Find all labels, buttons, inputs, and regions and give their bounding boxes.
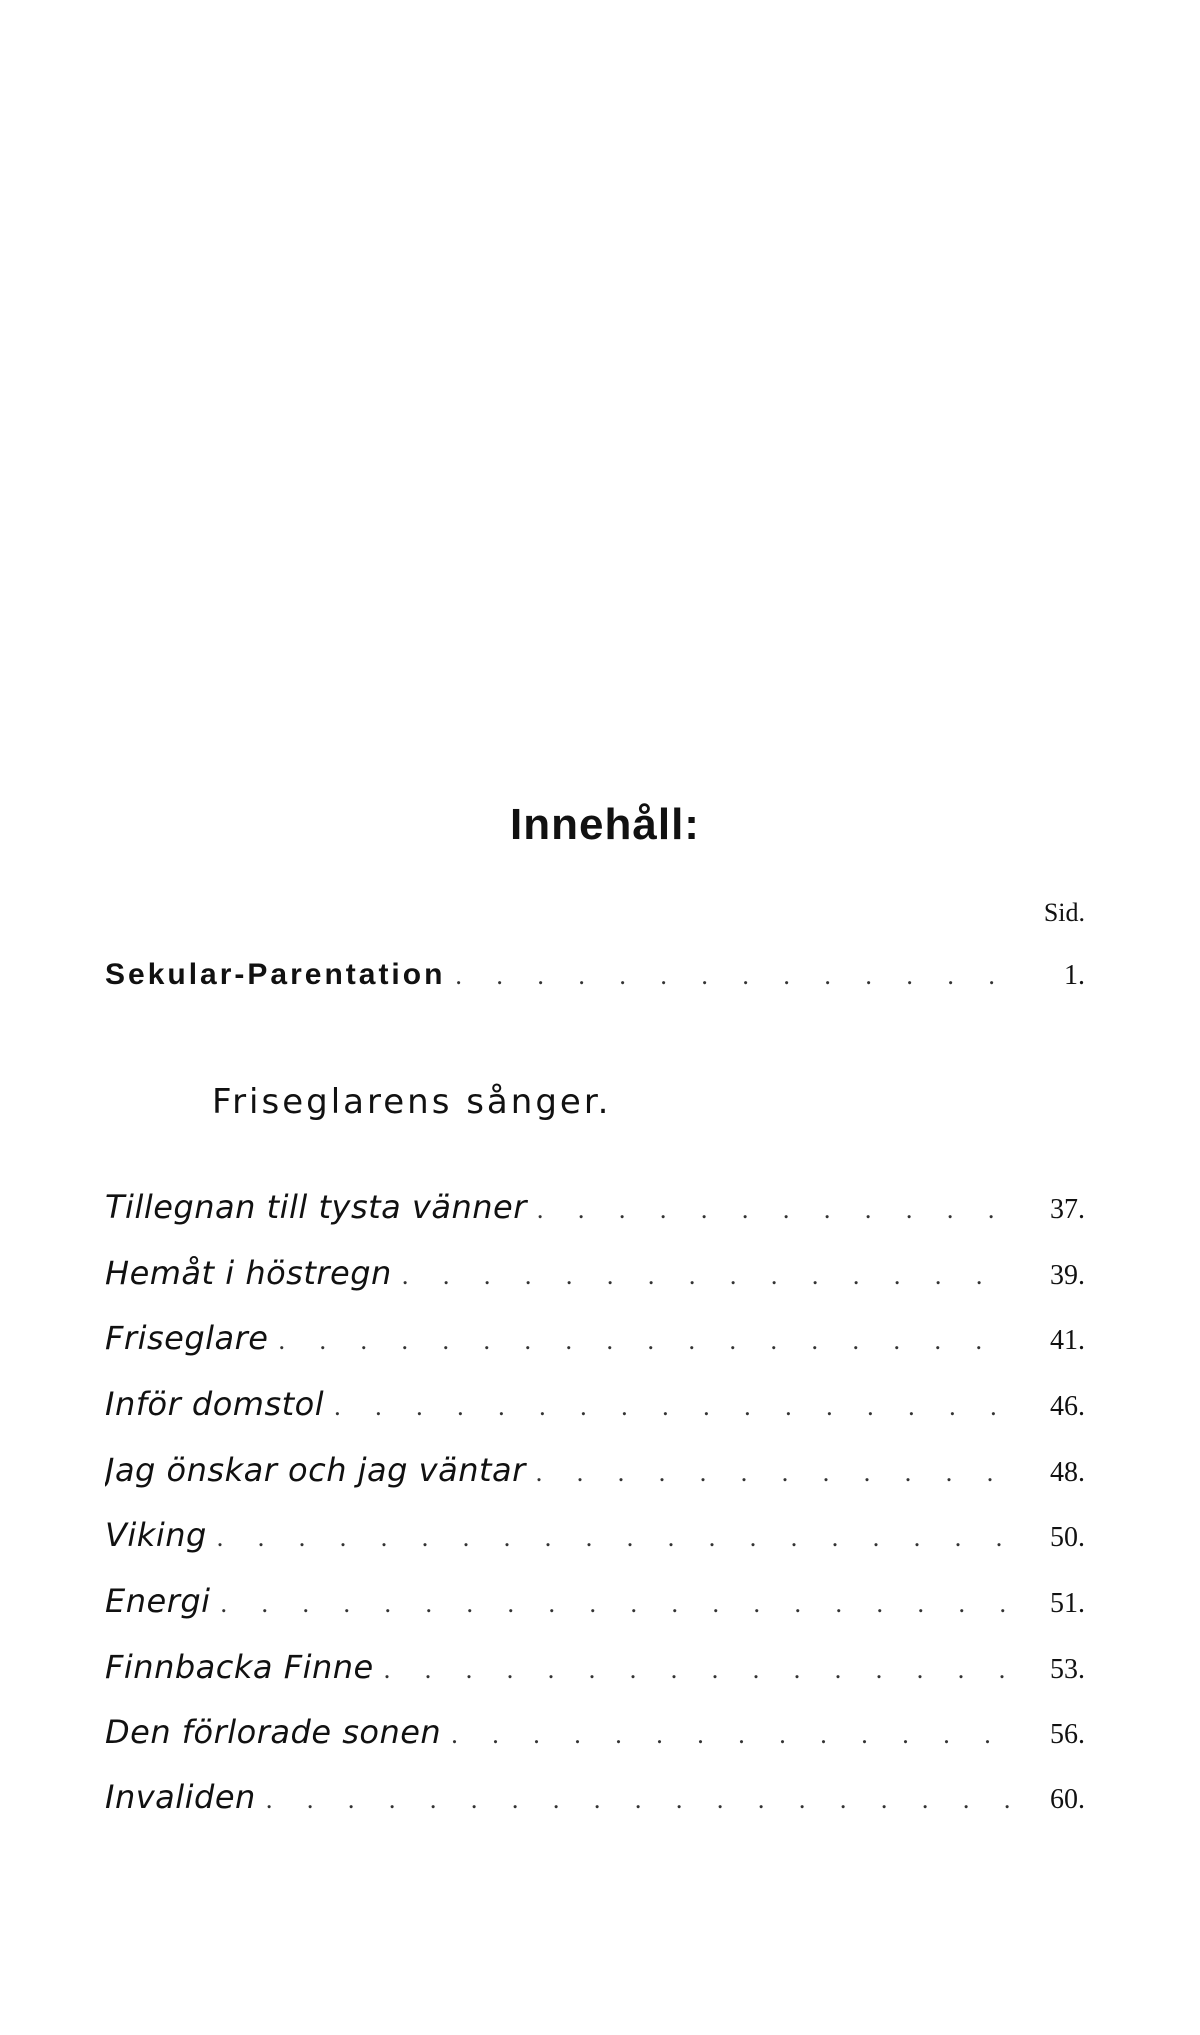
page-title: Innehåll: <box>510 800 700 849</box>
toc-entry-page: 41. <box>1050 1325 1085 1356</box>
dot-leader <box>536 1458 1017 1488</box>
dot-leader <box>384 1655 1017 1685</box>
toc-entry-title: Finnbacka Finne <box>105 1648 374 1686</box>
toc-entry-page: 48. <box>1050 1457 1085 1488</box>
toc-entry-page: 46. <box>1050 1391 1085 1422</box>
toc-entry <box>105 1778 1085 1816</box>
toc-entry-title: Sekular-Parentation <box>105 958 446 991</box>
toc-entry <box>105 1188 1085 1226</box>
toc-entry-title: Jag önskar och jag väntar <box>105 1451 526 1489</box>
toc-entry <box>105 1516 1085 1554</box>
toc-entry-title: Den förlorade sonen <box>105 1713 442 1751</box>
toc-entry <box>105 1254 1085 1292</box>
toc-entry-title: Invaliden <box>105 1778 256 1816</box>
toc-entry <box>105 958 1085 992</box>
dot-leader <box>455 961 1017 991</box>
dot-leader <box>278 1326 1017 1356</box>
page-column-label: Sid. <box>1043 898 1085 927</box>
toc-entry-title: Energi <box>105 1582 211 1620</box>
section-heading: Friseglarens sånger. <box>212 1082 612 1122</box>
toc-entry <box>105 1451 1085 1489</box>
toc-entry-page: 56. <box>1050 1719 1085 1750</box>
toc-entry <box>105 1385 1085 1423</box>
toc-entry-title: Viking <box>105 1516 207 1554</box>
toc-entry-page: 50. <box>1050 1522 1085 1553</box>
toc-entry-title: Friseglare <box>105 1319 269 1357</box>
dot-leader <box>537 1195 1017 1225</box>
dot-leader <box>221 1589 1017 1619</box>
toc-entry <box>105 1319 1085 1357</box>
toc-entry-title: Tillegnan till tysta vänner <box>105 1188 527 1226</box>
toc-entry-page: 39. <box>1050 1260 1085 1291</box>
toc-entry-title: Hemåt i höstregn <box>105 1254 392 1292</box>
dot-leader <box>217 1523 1017 1553</box>
toc-entry-page: 51. <box>1050 1588 1085 1619</box>
toc-entry <box>105 1648 1085 1686</box>
toc-entry-page: 1. <box>1064 960 1085 991</box>
toc-entry-title: Inför domstol <box>105 1385 325 1423</box>
toc-entry <box>105 1582 1085 1620</box>
toc-entry-page: 37. <box>1050 1194 1085 1225</box>
dot-leader <box>266 1785 1017 1815</box>
toc-entry-page: 53. <box>1050 1654 1085 1685</box>
toc-entry-page: 60. <box>1050 1784 1085 1815</box>
toc-entry <box>105 1713 1085 1751</box>
dot-leader <box>402 1261 1017 1291</box>
dot-leader <box>334 1392 1017 1422</box>
dot-leader <box>451 1720 1017 1750</box>
